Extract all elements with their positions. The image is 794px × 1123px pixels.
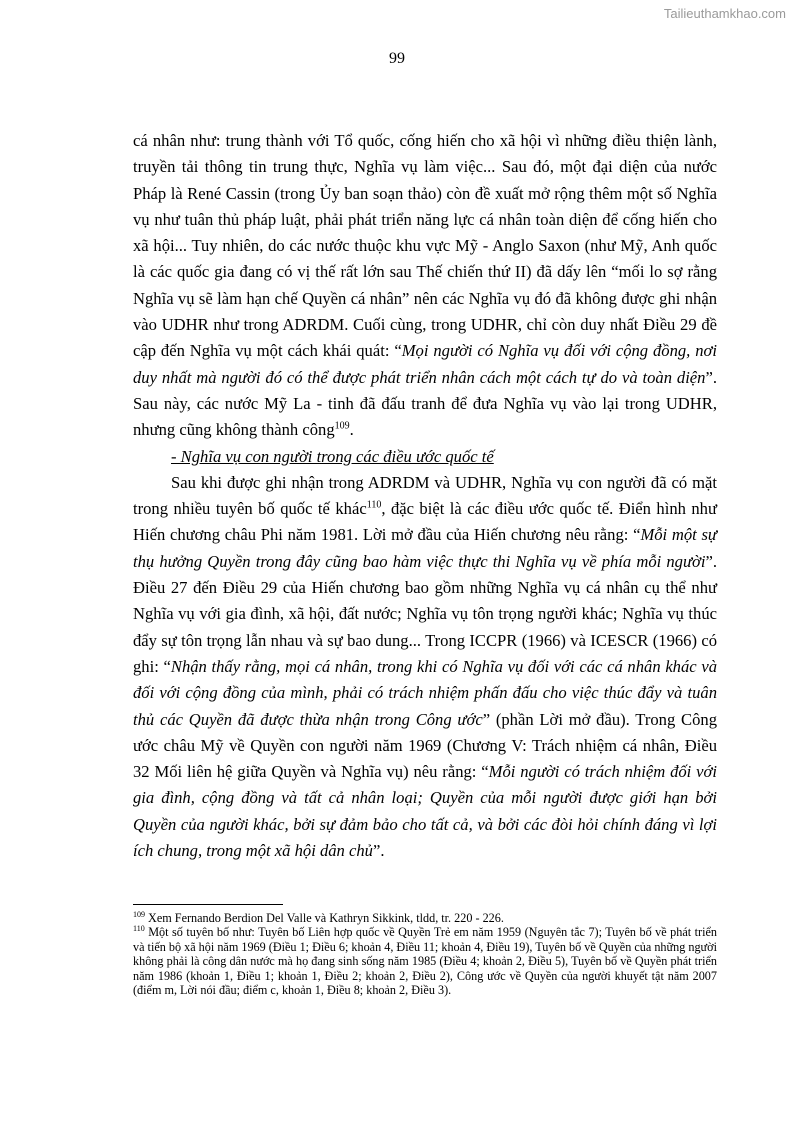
paragraph-1: [133, 128, 717, 444]
paragraph-1-text-a: cá nhân như: trung thành với Tổ quốc, cống hiến cho xã hội vì những điều thiện lành, truyền tải thông tin trung thực, Nghĩa vụ làm việc... Sau đó, một đại diện của nước Pháp là René Cassin (trong Ủy ban soạn thảo) còn đề xuất mở rộng thêm một số Nghĩa vụ như tuân thủ pháp luật, phải phát triển năng lực cá nhân toàn diện để cống hiến cho xã hội... Tuy nhiên, do các nước thuộc khu vực Mỹ - Anglo Saxon (như Mỹ, Anh quốc là các quốc gia đang có vị thế rất lớn sau Thế chiến thứ II) đã dấy lên “mối lo sợ rằng Nghĩa vụ sẽ làm hạn chế Quyền cá nhân” nên các Nghĩa vụ đó đã không được ghi nhận vào UDHR như trong ADRDM. Cuối cùng, trong UDHR, chỉ còn duy nhất Điều 29 đề cập đến Nghĩa vụ một cách khái quát: “: [133, 131, 717, 361]
paragraph-2-text-h: ”.: [372, 841, 385, 861]
watermark: Tailieuthamkhao.com: [663, 6, 786, 21]
paragraph-2-text-f: ” (phần Lời mở đầu). Trong Công ước châu Mỹ về Quyền con người năm 1969 (Chương V: Trách nhiệm cá nhân, Điều 32 Mối liên hệ giữa Quyền và Nghĩa vụ) nêu rằng: “: [133, 709, 717, 782]
footnote-number: 110: [133, 924, 145, 934]
footnote-ref-109[interactable]: 109: [334, 420, 350, 432]
paragraph-1-quote: Mọi người có Nghĩa vụ đối với cộng đồng, nơi duy nhất mà người đó có thể được phát triển nhân cách một cách tự do và toàn diện: [133, 341, 718, 387]
paragraph-1-text-d: .: [349, 420, 354, 440]
footnote-text: Một số tuyên bố như: Tuyên bố Liên hợp quốc về Quyền Trẻ em năm 1959 (Nguyên tắc 7); Tuyên bố về phát triển và tiến bộ xã hội năm 1969 (Điều 1; Điều 6; khoản 4, Điều 11; khoản 4, Điều 19), Tuyên bố về Quyền của những người không phải là công dân nước mà họ đang sinh sống năm 1985 (Điều 4; khoản 2, Điều 5), Tuyên bố về Quyền phát triển năm 1986 (khoản 1, Điều 1; khoản 1, Điều 2; khoản 2, Điều 2), Công ước về Quyền của người khuyết tật năm 2007 (điểm m, Lời nói đầu; điểm c, khoản 1, Điều 8; khoản 2, Điều 3).: [133, 925, 717, 998]
paragraph-2: [133, 470, 717, 864]
paragraph-2-text-d: ”. Điều 27 đến Điều 29 của Hiến chương bao gồm những Nghĩa vụ cá nhân cụ thể như Nghĩa vụ với gia đình, xã hội, đất nước; Nghĩa vụ tôn trọng người khác; Nghĩa vụ thúc đẩy sự tôn trọng lẫn nhau và sự bao dung... Trong ICCPR (1966) và ICESCR (1966) có ghi: “: [133, 551, 717, 676]
paragraph-2-quote-1: Mỗi một sự thụ hưởng Quyền trong đây cũng bao hàm việc thực thi Nghĩa vụ về phía mỗi người: [133, 525, 717, 571]
paragraph-1-text-c: ”. Sau này, các nước Mỹ La - tinh đã đấu tranh để đưa Nghĩa vụ vào lại trong UDHR, nhưng cũng không thành công: [133, 367, 717, 440]
paragraph-2-quote-3: Mỗi người có trách nhiệm đối với gia đình, cộng đồng và tất cả nhân loại; Quyền của mỗi người được giới hạn bởi Quyền của người khác, bởi sự đảm bảo cho tất cả, và bởi các đòi hỏi chính đáng vì lợi ích chung, trong một xã hội dân chủ: [133, 762, 717, 861]
section-heading: - Nghĩa vụ con người trong các điều ước quốc tế: [171, 446, 494, 466]
footnotes: [133, 904, 717, 997]
footnote-number: 109: [133, 909, 145, 919]
main-text: [133, 128, 717, 864]
paragraph-2-text-b: , đặc biệt là các điều ước quốc tế. Điển hình như Hiến chương châu Phi năm 1981. Lời mở đầu của Hiến chương nêu rằng: “: [133, 499, 717, 545]
footnote-divider: [133, 904, 283, 905]
paragraph-2-text-a: Sau khi được ghi nhận trong ADRDM và UDHR, Nghĩa vụ con người đã có mặt trong nhiều tuyên bố quốc tế khác: [133, 472, 717, 519]
footnote-110: [133, 925, 717, 997]
footnote-109: [133, 911, 717, 925]
paragraph-2-quote-2: Nhận thấy rằng, mọi cá nhân, trong khi có Nghĩa vụ đối với các cá nhân khác và đối với cộng đồng của mình, phải có trách nhiệm phấn đấu cho việc thúc đẩy và tuân thủ các Quyền đã được thừa nhận trong Công ước: [133, 656, 717, 729]
page-number: 99: [389, 50, 405, 67]
footnote-ref-110[interactable]: 110: [366, 499, 382, 511]
footnote-text: Xem Fernando Berdion Del Valle và Kathryn Sikkink, tldd, tr. 220 - 226.: [145, 911, 504, 925]
